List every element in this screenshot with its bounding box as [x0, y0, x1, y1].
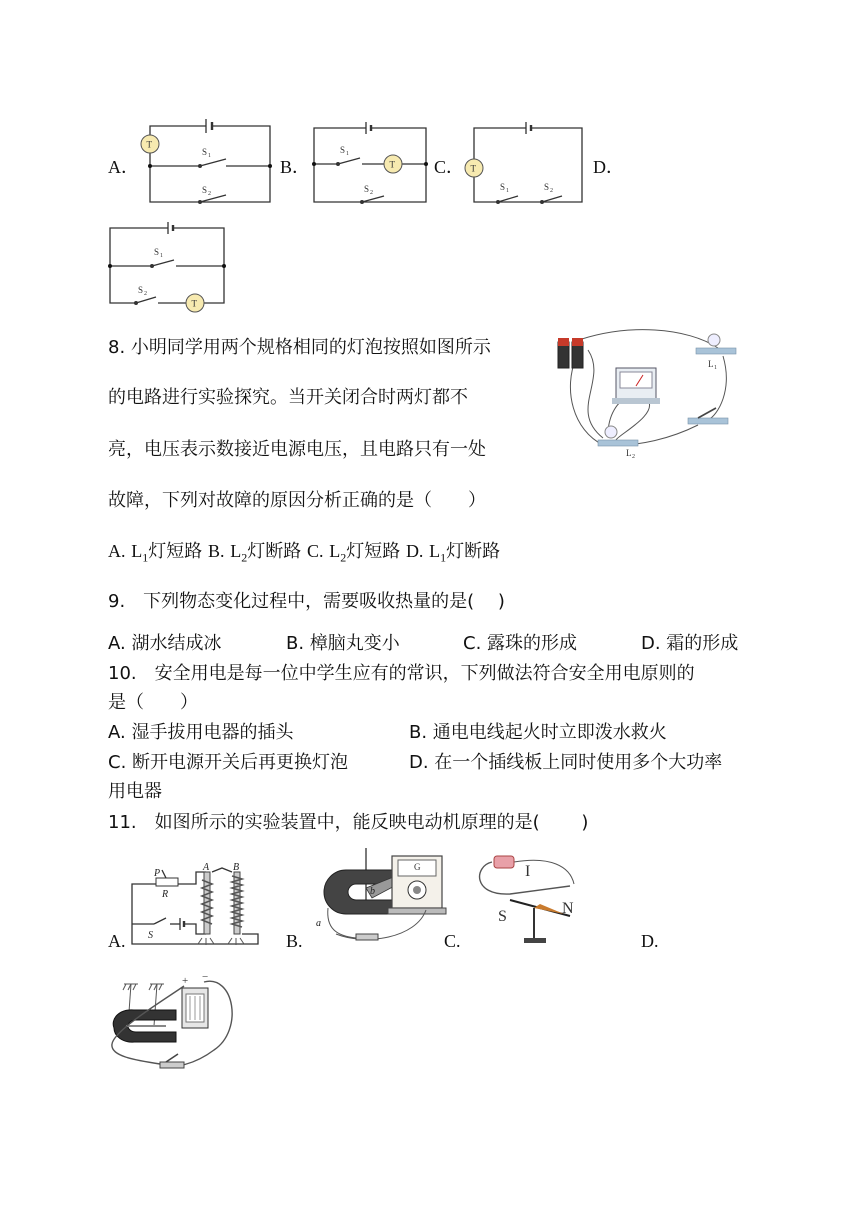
- q11-fig-d-motor: [104, 970, 244, 1082]
- q8-option-d: [405, 541, 501, 565]
- q7-d-s2-sub: 2: [144, 291, 147, 297]
- q7-option-a-label: A．: [108, 157, 139, 177]
- q7-a-s1-sub: 1: [208, 153, 211, 159]
- q7-a-s1-label: S: [202, 147, 208, 157]
- q11-option-a-label: A.: [108, 931, 126, 951]
- q7-d-s1-sub: 1: [160, 253, 163, 259]
- q10-option-b: B. 通电电线起火时立即泼水救火: [409, 722, 667, 743]
- q9-option-d: D. 霜的形成: [641, 633, 739, 654]
- q10-option-c: C. 断开电源开关后再更换灯泡: [108, 752, 349, 773]
- q11-option-d-label: D.: [641, 931, 659, 951]
- q8-lamp2-label: L: [626, 448, 632, 458]
- q8-option-b-sub: 2: [241, 550, 248, 565]
- q7-option-c-label: C．: [434, 157, 465, 177]
- q8-stem-line2: 的电路进行实验探究。当开关闭合时两灯都不: [108, 387, 468, 408]
- q9-option-b: B. 樟脑丸变小: [286, 633, 400, 654]
- q8-option-d-text: 灯断路: [446, 541, 501, 562]
- q8-option-b-text: 灯断路: [247, 541, 302, 562]
- q8-option-a-text: 灯短路: [148, 541, 203, 562]
- q8-option-d-prefix: D.: [405, 541, 424, 561]
- q9-stem: 9. 下列物态变化过程中，需要吸收热量的是( ): [108, 591, 505, 612]
- q7-c-s2-label: S: [544, 182, 550, 192]
- q7-d-lamp-symbol: T: [191, 298, 197, 309]
- q7-c-s2-sub: 2: [550, 188, 553, 194]
- q8-option-c-text: 灯短路: [346, 541, 401, 562]
- q11-fig-c-i: I: [525, 863, 531, 880]
- q8-circuit-photo: [548, 320, 748, 460]
- q8-option-c: [306, 541, 401, 565]
- q11-fig-a-electromagnets: [126, 862, 266, 946]
- q7-option-d-label: D．: [593, 157, 624, 177]
- q7-d-s2-label: S: [138, 285, 144, 295]
- q7-c-lamp-symbol: T: [470, 163, 476, 174]
- q11-fig-a-a: A: [203, 862, 210, 873]
- q8-stem-line3: 亮，电压表示数接近电源电压，且电路只有一处: [108, 439, 486, 460]
- q8-option-b: [207, 541, 302, 565]
- q8-option-a-sub: 1: [142, 550, 149, 565]
- q8-option-c-letter: L: [329, 541, 341, 561]
- q11-fig-d-plus: +: [182, 975, 189, 987]
- q7-circuit-b: [308, 122, 438, 212]
- q7-circuit-a: [130, 115, 280, 215]
- q11-fig-c-oersted: [470, 846, 600, 946]
- q7-a-lamp-symbol: T: [146, 139, 152, 150]
- q7-c-s1-label: S: [500, 182, 506, 192]
- q9-option-c: C. 露珠的形成: [463, 633, 578, 654]
- q7-b-lamp-symbol: T: [389, 159, 395, 170]
- q8-option-a-prefix: A.: [108, 541, 126, 561]
- q8-stem-line1: 8. 小明同学用两个规格相同的灯泡按照如图所示: [108, 337, 491, 358]
- q10-option-a: A. 湿手拔用电器的插头: [108, 722, 294, 743]
- q8-option-a: [108, 541, 203, 565]
- q8-lamp2-sub: 2: [632, 454, 635, 460]
- q8-option-c-prefix: C.: [306, 541, 324, 561]
- q7-b-s1-label: S: [340, 145, 346, 155]
- q8-option-a-letter: L: [131, 541, 143, 561]
- q8-lamp1-label: L: [708, 359, 714, 369]
- q7-b-s2-sub: 2: [370, 190, 373, 196]
- q10-option-d: D. 在一个插线板上同时使用多个大功率: [409, 752, 723, 773]
- q11-option-c-label: C.: [444, 931, 461, 951]
- q11-fig-d-minus: −: [202, 971, 209, 983]
- q7-a-s2-label: S: [202, 185, 208, 195]
- q9-option-a: A. 湖水结成冰: [108, 633, 222, 654]
- q8-option-d-letter: L: [429, 541, 441, 561]
- q7-b-s2-label: S: [364, 184, 370, 194]
- q7-b-s1-sub: 1: [346, 151, 349, 157]
- q7-circuit-c: [462, 120, 592, 210]
- q10-stem-line1: 10. 安全用电是每一位中学生应有的常识，下列做法符合安全用电原则的: [108, 663, 695, 684]
- q7-circuit-d: [104, 218, 234, 310]
- q11-fig-c-s: S: [498, 908, 507, 925]
- q8-lamp1-sub: 1: [714, 365, 717, 371]
- q8-stem-line4: 故障，下列对故障的原因分析正确的是（ ）: [108, 490, 486, 511]
- q8-options: [108, 539, 500, 570]
- q7-a-s2-sub: 2: [208, 191, 211, 197]
- q7-option-b-label: B．: [280, 157, 311, 177]
- q8-option-b-prefix: B.: [207, 541, 225, 561]
- q10-stem-line2: 是（ ）: [108, 692, 198, 713]
- q7-d-s1-label: S: [154, 247, 160, 257]
- q11-fig-c-n: N: [562, 900, 574, 917]
- q11-fig-b-g: G: [414, 862, 421, 872]
- q11-fig-b-induction: [306, 848, 456, 948]
- q8-option-d-sub: 1: [440, 550, 447, 565]
- q11-fig-a-p: P: [154, 868, 161, 879]
- q11-stem: 11. 如图所示的实验装置中，能反映电动机原理的是( ): [108, 812, 589, 833]
- q8-option-b-letter: L: [230, 541, 242, 561]
- q11-fig-a-s: S: [148, 930, 153, 941]
- q8-option-c-sub: 2: [340, 550, 347, 565]
- q10-option-d-continued: 用电器: [108, 781, 162, 802]
- q11-fig-a-r: R: [162, 889, 169, 900]
- q11-fig-b-b: b: [370, 886, 375, 897]
- q11-fig-a-b: B: [233, 862, 240, 873]
- q11-fig-b-a: a: [316, 918, 321, 929]
- q7-c-s1-sub: 1: [506, 188, 509, 194]
- q11-option-b-label: B.: [286, 931, 303, 951]
